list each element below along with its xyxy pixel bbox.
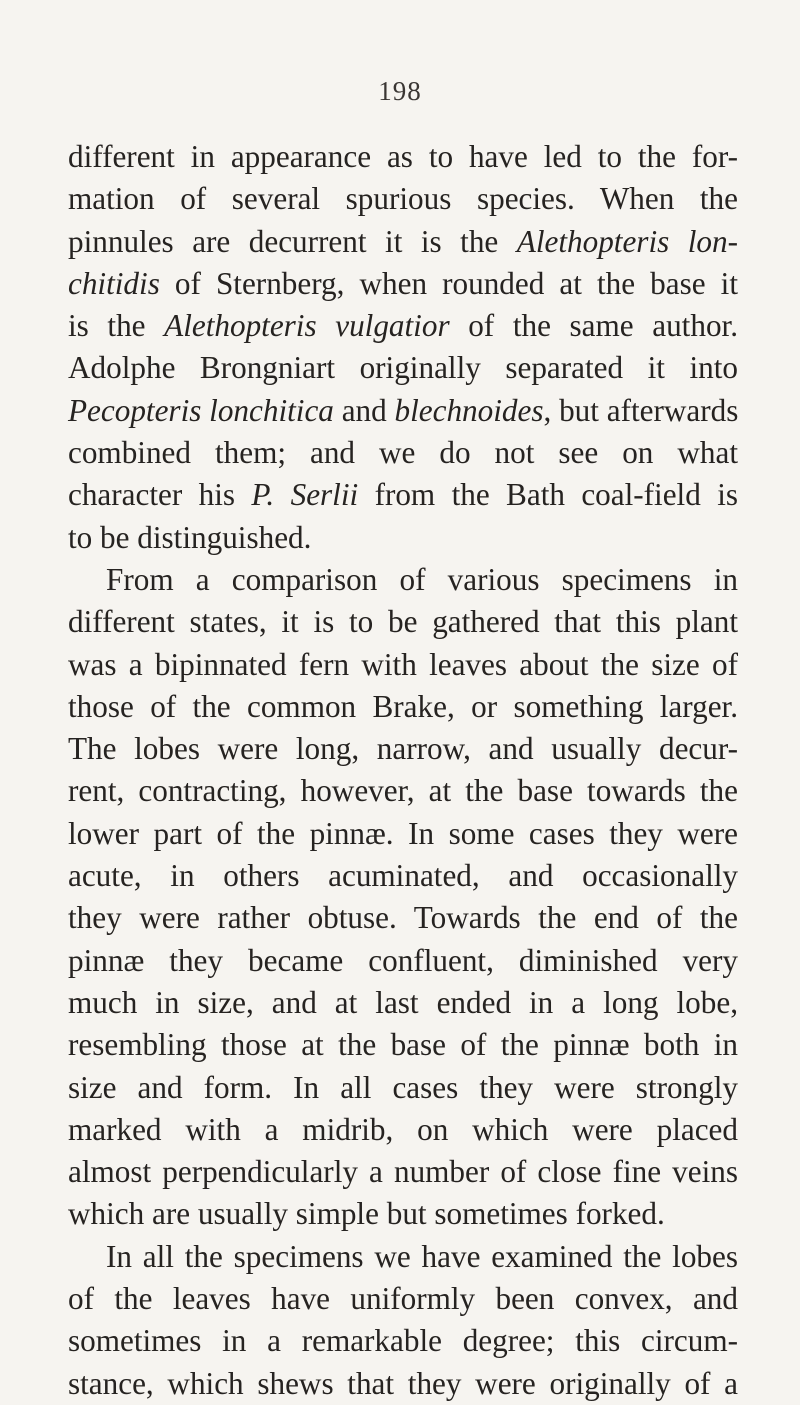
text-line [68, 770, 738, 812]
italic-text-segment: P. Serlii [251, 477, 359, 513]
body-text [68, 136, 738, 1405]
italic-text-segment: Alethopteris lon- [516, 223, 738, 259]
text-segment: they were rather obtuse. Towards the end of the [68, 900, 738, 936]
text-segment: pinnules are decurrent it is the [68, 223, 517, 259]
paragraph [68, 136, 738, 559]
text-line [68, 263, 738, 305]
text-line [68, 432, 738, 474]
text-line [68, 982, 738, 1024]
text-line [68, 1193, 738, 1235]
text-line [68, 1024, 738, 1066]
text-segment: almost perpendicularly a number of close fine veins [68, 1154, 738, 1190]
text-segment: of the same author. [449, 308, 738, 344]
text-segment: marked with a midrib, on which were placed [68, 1111, 738, 1147]
text-line [68, 813, 738, 855]
text-line [68, 1320, 738, 1362]
text-segment: to be distinguished. [68, 519, 312, 555]
text-line [68, 559, 738, 601]
text-segment: much in size, and at last ended in a long lobe, [68, 984, 738, 1020]
text-segment: combined them; and we do not see on what [68, 435, 738, 471]
text-segment: pinnæ they became confluent, diminished very [68, 942, 738, 978]
paragraph [68, 559, 738, 1236]
page-number: 198 [378, 76, 422, 106]
italic-text-segment: chitidis [68, 265, 160, 301]
italic-text-segment: blechnoides [394, 392, 544, 428]
text-line [68, 390, 738, 432]
text-line [68, 305, 738, 347]
text-line [68, 178, 738, 220]
text-segment: Adolphe Brongniart originally separated it into [68, 350, 738, 386]
paragraph [68, 1236, 738, 1405]
text-segment: sometimes in a remarkable degree; this circum- [68, 1323, 738, 1359]
text-segment: , but afterwards [543, 392, 739, 428]
text-line [68, 517, 738, 559]
text-segment: of Sternberg, when rounded at the base it [159, 265, 738, 301]
text-line [68, 1363, 738, 1405]
text-segment: character his [68, 477, 252, 513]
text-segment: From a comparison of various specimens in [106, 561, 738, 597]
text-line [68, 1278, 738, 1320]
text-segment: is the [68, 308, 165, 344]
italic-text-segment: Pecopteris lonchitica [68, 392, 334, 428]
text-segment: of the leaves have uniformly been convex, and [68, 1281, 738, 1317]
text-line [68, 474, 738, 516]
text-line [68, 601, 738, 643]
text-segment: size and form. In all cases they were strongly [68, 1069, 738, 1105]
text-segment: rent, contracting, however, at the base towards the [68, 773, 738, 809]
text-segment: different states, it is to be gathered that this plant [68, 604, 738, 640]
text-segment: In all the specimens we have examined the lobes [106, 1238, 738, 1274]
text-segment: from the Bath coal-field is [358, 477, 738, 513]
text-segment: those of the common Brake, or something larger. [68, 688, 738, 724]
text-line [68, 136, 738, 178]
text-line [68, 897, 738, 939]
text-segment: and [333, 392, 395, 428]
text-segment: was a bipinnated fern with leaves about the size of [68, 646, 738, 682]
text-line [68, 1151, 738, 1193]
text-line [68, 1067, 738, 1109]
text-segment: mation of several spurious species. When the [68, 181, 738, 217]
text-segment: The lobes were long, narrow, and usually decur- [68, 731, 738, 767]
text-line [68, 644, 738, 686]
text-line [68, 940, 738, 982]
text-line [68, 728, 738, 770]
text-line [68, 347, 738, 389]
text-line [68, 1109, 738, 1151]
text-segment: which are usually simple but sometimes forked. [68, 1196, 665, 1232]
text-segment: stance, which shews that they were originally of a [68, 1365, 738, 1401]
text-segment: acute, in others acuminated, and occasionally [68, 858, 738, 894]
text-segment: resembling those at the base of the pinnæ both in [68, 1027, 738, 1063]
text-line [68, 686, 738, 728]
text-line [68, 855, 738, 897]
text-segment: different in appearance as to have led to the for- [68, 139, 738, 174]
text-line [68, 221, 738, 263]
text-segment: lower part of the pinnæ. In some cases they were [68, 815, 738, 851]
italic-text-segment: Alethopteris vulgatior [164, 308, 450, 344]
text-line [68, 1236, 738, 1278]
